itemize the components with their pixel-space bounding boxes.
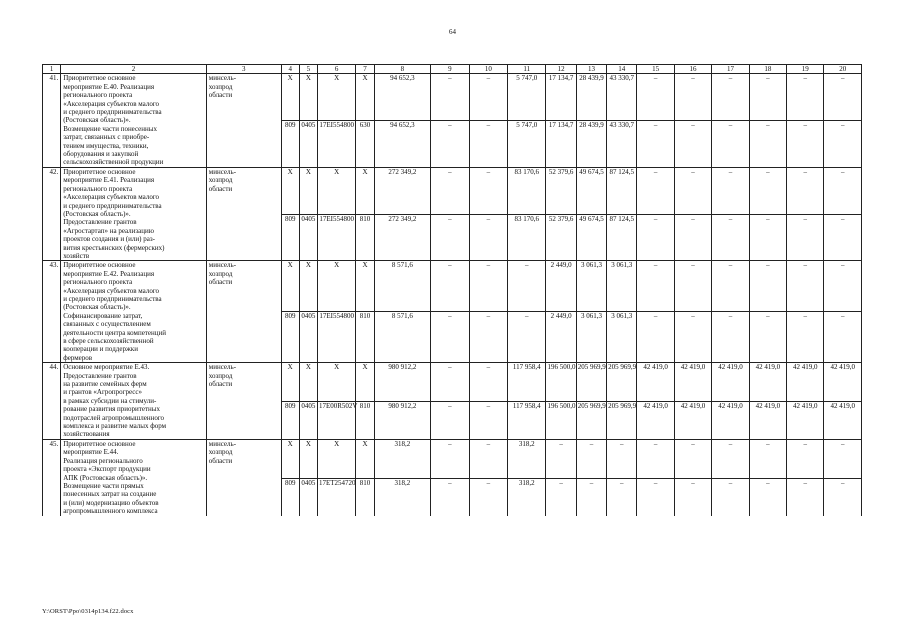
column-header-20: 20 [824, 65, 862, 74]
value-cell-col12: 196 500,0 [546, 401, 576, 439]
value-cell-col10: – [469, 478, 507, 515]
table-row [43, 363, 862, 401]
value-cell-col10: – [469, 401, 507, 439]
value-cell-col15: – [637, 167, 674, 214]
value-cell-col9: – [431, 439, 469, 478]
value-cell-col10: – [469, 312, 507, 363]
value-cell-col4: X [281, 363, 299, 401]
value-cell-col16: – [674, 312, 711, 363]
executor: минсель- хозпрод области [206, 439, 281, 515]
value-cell-col20: 42 419,0 [824, 401, 862, 439]
value-cell-col20: – [824, 121, 862, 168]
value-cell-col20: – [824, 167, 862, 214]
value-cell-col19: – [787, 312, 824, 363]
value-cell-col8: 318,2 [374, 478, 431, 515]
value-cell-col10: – [469, 121, 507, 168]
value-cell-col20: – [824, 478, 862, 515]
value-cell-col6: 17Е00R502V [317, 401, 355, 439]
budget-table [42, 64, 862, 516]
value-cell-col5: X [299, 74, 317, 121]
value-cell-col10: – [469, 214, 507, 261]
value-cell-col20: – [824, 214, 862, 261]
value-cell-col18: – [749, 261, 786, 312]
value-cell-col7: X [356, 167, 374, 214]
measure-title: Основное мероприятие Е.43. Предоставление грантов на развитие семейных ферм и грантов «Агропрогресс» в рамках субсидии на стимули- рование развития приоритетных подотраслей агропромышленного комплекса и развитие малых форм хозяйствования [61, 363, 207, 440]
executor: минсель- хозпрод области [206, 363, 281, 440]
value-cell-col16: – [674, 214, 711, 261]
value-cell-col11: 117 958,4 [508, 401, 546, 439]
value-cell-col6: X [317, 167, 355, 214]
value-cell-col6: 17ЕI554800 [317, 312, 355, 363]
value-cell-col5: X [299, 439, 317, 478]
row-number: 42. [43, 167, 61, 260]
value-cell-col11: 83 170,6 [508, 167, 546, 214]
value-cell-col5: 0405 [299, 214, 317, 261]
value-cell-col19: – [787, 167, 824, 214]
value-cell-col16: – [674, 167, 711, 214]
value-cell-col6: X [317, 261, 355, 312]
value-cell-col15: – [637, 121, 674, 168]
value-cell-col14: 205 969,9 [607, 363, 637, 401]
value-cell-col12: 196 500,0 [546, 363, 576, 401]
value-cell-col12: 17 134,7 [546, 121, 576, 168]
row-number: 43. [43, 261, 61, 363]
value-cell-col14: 3 061,3 [607, 312, 637, 363]
value-cell-col4: X [281, 261, 299, 312]
value-cell-col17: – [712, 214, 749, 261]
value-cell-col5: 0405 [299, 312, 317, 363]
value-cell-col20: – [824, 312, 862, 363]
value-cell-col13: 28 439,9 [576, 121, 606, 168]
value-cell-col17: – [712, 167, 749, 214]
value-cell-col13: 28 439,9 [576, 74, 606, 121]
value-cell-col12: – [546, 439, 576, 478]
value-cell-col19: – [787, 439, 824, 478]
value-cell-col7: 810 [356, 401, 374, 439]
value-cell-col13: 205 969,9 [576, 401, 606, 439]
value-cell-col8: 94 652,3 [374, 121, 431, 168]
measure-title: Приоритетное основное мероприятие Е.40. Реализация регионального проекта «Акселерация субъектов малого и среднего предпринимательства (Ростовская область)». Возмещение части понесенных затрат, связанных с приобре- тением имущества, техники, оборудования и закупкой сельскохозяйственной продукции [61, 74, 207, 167]
value-cell-col19: – [787, 121, 824, 168]
column-header-3: 3 [206, 65, 281, 74]
value-cell-col16: – [674, 439, 711, 478]
value-cell-col4: X [281, 439, 299, 478]
value-cell-col7: 810 [356, 478, 374, 515]
value-cell-col11: – [508, 261, 546, 312]
value-cell-col17: – [712, 439, 749, 478]
value-cell-col11: 5 747,0 [508, 121, 546, 168]
value-cell-col11: 117 958,4 [508, 363, 546, 401]
value-cell-col7: X [356, 439, 374, 478]
column-header-6: 6 [317, 65, 355, 74]
value-cell-col13: – [576, 478, 606, 515]
value-cell-col4: 809 [281, 121, 299, 168]
value-cell-col15: – [637, 478, 674, 515]
value-cell-col18: – [749, 74, 786, 121]
value-cell-col9: – [431, 74, 469, 121]
value-cell-col17: – [712, 261, 749, 312]
column-header-8: 8 [374, 65, 431, 74]
value-cell-col13: – [576, 439, 606, 478]
value-cell-col12: 52 379,6 [546, 167, 576, 214]
value-cell-col19: – [787, 261, 824, 312]
value-cell-col7: 630 [356, 121, 374, 168]
value-cell-col9: – [431, 478, 469, 515]
table-body [43, 74, 862, 516]
column-header-row [43, 65, 862, 74]
value-cell-col16: – [674, 74, 711, 121]
value-cell-col15: 42 419,0 [637, 363, 674, 401]
value-cell-col8: 272 349,2 [374, 167, 431, 214]
value-cell-col20: – [824, 261, 862, 312]
value-cell-col15: – [637, 312, 674, 363]
value-cell-col4: 809 [281, 312, 299, 363]
value-cell-col9: – [431, 363, 469, 401]
executor: минсель- хозпрод области [206, 167, 281, 260]
value-cell-col17: 42 419,0 [712, 401, 749, 439]
column-header-4: 4 [281, 65, 299, 74]
value-cell-col8: 318,2 [374, 439, 431, 478]
value-cell-col7: 810 [356, 214, 374, 261]
value-cell-col18: – [749, 121, 786, 168]
value-cell-col5: X [299, 167, 317, 214]
value-cell-col5: 0405 [299, 478, 317, 515]
value-cell-col13: 3 061,3 [576, 312, 606, 363]
value-cell-col12: 52 379,6 [546, 214, 576, 261]
value-cell-col20: 42 419,0 [824, 363, 862, 401]
value-cell-col11: 318,2 [508, 478, 546, 515]
value-cell-col19: 42 419,0 [787, 363, 824, 401]
value-cell-col15: 42 419,0 [637, 401, 674, 439]
value-cell-col10: – [469, 261, 507, 312]
value-cell-col12: – [546, 478, 576, 515]
value-cell-col18: – [749, 214, 786, 261]
value-cell-col7: 810 [356, 312, 374, 363]
value-cell-col14: 3 061,3 [607, 261, 637, 312]
value-cell-col14: 43 330,7 [607, 74, 637, 121]
value-cell-col17: – [712, 121, 749, 168]
value-cell-col5: X [299, 363, 317, 401]
value-cell-col8: 272 349,2 [374, 214, 431, 261]
value-cell-col12: 2 449,0 [546, 312, 576, 363]
value-cell-col7: X [356, 363, 374, 401]
column-header-13: 13 [576, 65, 606, 74]
value-cell-col5: 0405 [299, 121, 317, 168]
value-cell-col8: 94 652,3 [374, 74, 431, 121]
column-header-10: 10 [469, 65, 507, 74]
column-header-12: 12 [546, 65, 576, 74]
value-cell-col12: 2 449,0 [546, 261, 576, 312]
value-cell-col11: 5 747,0 [508, 74, 546, 121]
value-cell-col15: – [637, 214, 674, 261]
row-number: 44. [43, 363, 61, 440]
value-cell-col13: 205 969,9 [576, 363, 606, 401]
value-cell-col11: – [508, 312, 546, 363]
value-cell-col17: – [712, 312, 749, 363]
page-number: 64 [449, 28, 456, 36]
value-cell-col8: 8 571,6 [374, 312, 431, 363]
value-cell-col18: – [749, 312, 786, 363]
value-cell-col15: – [637, 74, 674, 121]
row-number: 41. [43, 74, 61, 167]
value-cell-col10: – [469, 74, 507, 121]
value-cell-col15: – [637, 439, 674, 478]
value-cell-col6: 17ЕI554800 [317, 121, 355, 168]
value-cell-col4: X [281, 167, 299, 214]
measure-title: Приоритетное основное мероприятие Е.41. Реализация регионального проекта «Акселерация субъектов малого и среднего предпринимательства (Ростовская область)». Предоставление грантов «Агростартап» на реализацию проектов создания и (или) раз- вития крестьянских (фермерских) хозяйств [61, 167, 207, 260]
value-cell-col10: – [469, 363, 507, 401]
table-row [43, 167, 862, 214]
value-cell-col9: – [431, 401, 469, 439]
value-cell-col19: – [787, 74, 824, 121]
value-cell-col8: 980 912,2 [374, 401, 431, 439]
column-header-15: 15 [637, 65, 674, 74]
value-cell-col14: – [607, 439, 637, 478]
value-cell-col17: – [712, 478, 749, 515]
measure-title: Приоритетное основное мероприятие Е.42. Реализация регионального проекта «Акселерация субъектов малого и среднего предпринимательства (Ростовская область)». Софинансирование затрат, связанных с осуществлением деятельности центра компетенций в сфере сельскохозяйственной кооперации и поддержки фермеров [61, 261, 207, 363]
value-cell-col6: 17ЕТ254720 [317, 478, 355, 515]
value-cell-col10: – [469, 439, 507, 478]
value-cell-col8: 8 571,6 [374, 261, 431, 312]
value-cell-col7: X [356, 261, 374, 312]
value-cell-col9: – [431, 312, 469, 363]
value-cell-col14: 205 969,9 [607, 401, 637, 439]
value-cell-col5: X [299, 261, 317, 312]
value-cell-col18: 42 419,0 [749, 363, 786, 401]
value-cell-col13: 49 674,5 [576, 214, 606, 261]
column-header-19: 19 [787, 65, 824, 74]
footer-path: Y:\ORST\Ppo\0314p134.f22.docx [42, 608, 134, 615]
value-cell-col10: – [469, 167, 507, 214]
value-cell-col9: – [431, 167, 469, 214]
row-number: 45. [43, 439, 61, 515]
value-cell-col15: – [637, 261, 674, 312]
value-cell-col18: 42 419,0 [749, 401, 786, 439]
measure-title: Приоритетное основное мероприятие Е.44. Реализация регионального проекта «Экспорт продукции АПК (Ростовская область)». Возмещение части прямых понесенных затрат на создание и (или) модернизацию объектов агропромышленного комплекса [61, 439, 207, 515]
value-cell-col19: – [787, 478, 824, 515]
value-cell-col17: – [712, 74, 749, 121]
value-cell-col4: 809 [281, 214, 299, 261]
value-cell-col14: – [607, 478, 637, 515]
value-cell-col6: 17ЕI554800 [317, 214, 355, 261]
value-cell-col14: 43 330,7 [607, 121, 637, 168]
value-cell-col18: – [749, 167, 786, 214]
value-cell-col4: 809 [281, 478, 299, 515]
value-cell-col18: – [749, 439, 786, 478]
value-cell-col17: 42 419,0 [712, 363, 749, 401]
column-header-5: 5 [299, 65, 317, 74]
value-cell-col13: 49 674,5 [576, 167, 606, 214]
value-cell-col14: 87 124,5 [607, 214, 637, 261]
value-cell-col8: 980 912,2 [374, 363, 431, 401]
table-row [43, 261, 862, 312]
value-cell-col16: – [674, 478, 711, 515]
column-header-9: 9 [431, 65, 469, 74]
value-cell-col7: X [356, 74, 374, 121]
value-cell-col4: 809 [281, 401, 299, 439]
value-cell-col14: 87 124,5 [607, 167, 637, 214]
value-cell-col6: X [317, 363, 355, 401]
column-header-1: 1 [43, 65, 61, 74]
value-cell-col13: 3 061,3 [576, 261, 606, 312]
value-cell-col16: – [674, 261, 711, 312]
value-cell-col9: – [431, 261, 469, 312]
value-cell-col16: 42 419,0 [674, 363, 711, 401]
value-cell-col5: 0405 [299, 401, 317, 439]
value-cell-col6: X [317, 439, 355, 478]
column-header-18: 18 [749, 65, 786, 74]
value-cell-col4: X [281, 74, 299, 121]
value-cell-col11: 318,2 [508, 439, 546, 478]
table-row [43, 439, 862, 478]
column-header-16: 16 [674, 65, 711, 74]
executor: минсель- хозпрод области [206, 261, 281, 363]
value-cell-col16: – [674, 121, 711, 168]
value-cell-col9: – [431, 214, 469, 261]
value-cell-col20: – [824, 439, 862, 478]
column-header-2: 2 [61, 65, 207, 74]
value-cell-col11: 83 170,6 [508, 214, 546, 261]
value-cell-col18: – [749, 478, 786, 515]
value-cell-col9: – [431, 121, 469, 168]
value-cell-col6: X [317, 74, 355, 121]
value-cell-col19: – [787, 214, 824, 261]
column-header-17: 17 [712, 65, 749, 74]
column-header-7: 7 [356, 65, 374, 74]
table-row [43, 74, 862, 121]
column-header-11: 11 [508, 65, 546, 74]
column-header-14: 14 [607, 65, 637, 74]
value-cell-col19: 42 419,0 [787, 401, 824, 439]
value-cell-col20: – [824, 74, 862, 121]
value-cell-col12: 17 134,7 [546, 74, 576, 121]
value-cell-col16: 42 419,0 [674, 401, 711, 439]
executor: минсель- хозпрод области [206, 74, 281, 167]
